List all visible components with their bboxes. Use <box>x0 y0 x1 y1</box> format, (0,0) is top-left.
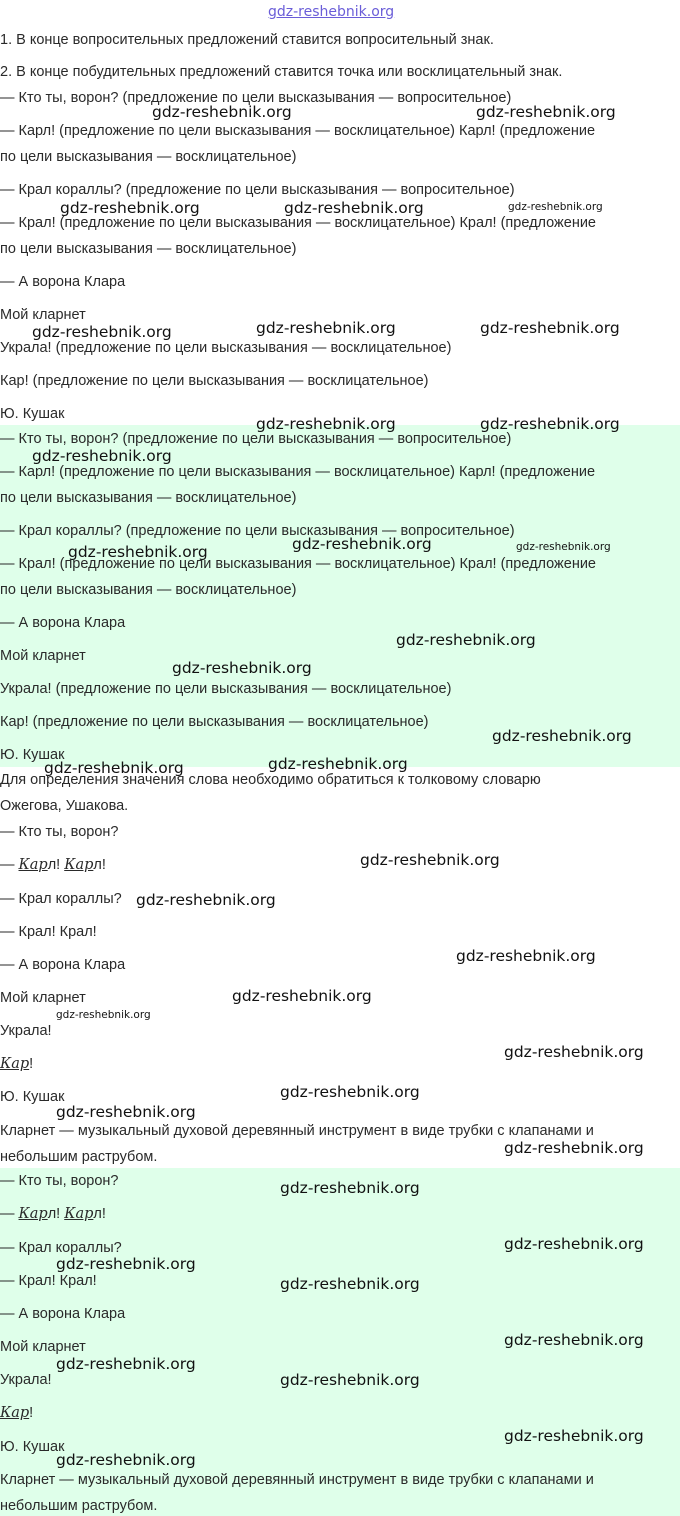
watermark: gdz-reshebnik.org <box>136 891 276 909</box>
poem-line: по цели высказывания — восклицательное) <box>0 149 297 165</box>
rule-1: 1. В конце вопросительных предложений ставится вопросительный знак. <box>0 32 494 48</box>
poem-line: по цели высказывания — восклицательное) <box>0 241 297 257</box>
watermark: gdz-reshebnik.org <box>280 1275 420 1293</box>
poem-line: — А ворона Клара <box>0 957 126 973</box>
poem-line: Кар! (предложение по цели высказывания — восклицательное) <box>0 373 429 389</box>
watermark: gdz-reshebnik.org <box>256 319 396 337</box>
poem-author: Ю. Кушак <box>0 1089 65 1105</box>
poem-line: — Крал! Крал! <box>0 924 97 940</box>
watermark: gdz-reshebnik.org <box>56 1355 196 1373</box>
poem-line <box>0 1403 33 1423</box>
poem-line: — Кто ты, ворон? <box>0 1173 119 1189</box>
poem-line: — Крал кораллы? <box>0 1240 122 1256</box>
watermark: gdz-reshebnik.org <box>480 319 620 337</box>
poem-author: Ю. Кушак <box>0 1439 65 1455</box>
watermark: gdz-reshebnik.org <box>152 103 292 121</box>
watermark: gdz-reshebnik.org <box>280 1179 420 1197</box>
watermark: gdz-reshebnik.org <box>32 447 172 465</box>
poem-line: Мой кларнет <box>0 990 86 1006</box>
clarinet-definition: Кларнет — музыкальный духовой деревянный инструмент в виде трубки с клапанами и <box>0 1123 594 1139</box>
watermark: gdz-reshebnik.org <box>172 659 312 677</box>
word-rest: л! <box>93 857 106 873</box>
word-rest: ! <box>29 1056 34 1072</box>
poem-line: по цели высказывания — восклицательное) <box>0 582 297 598</box>
dash: — <box>0 1206 19 1222</box>
poem-line: Кар! (предложение по цели высказывания — восклицательное) <box>0 714 429 730</box>
watermark: gdz-reshebnik.org <box>360 851 500 869</box>
watermark: gdz-reshebnik.org <box>232 987 372 1005</box>
word-rest: л! <box>93 1206 106 1222</box>
poem-line: — Крал кораллы? <box>0 891 122 907</box>
watermark: gdz-reshebnik.org <box>456 947 596 965</box>
poem-line: — Крал! (предложение по цели высказывания — восклицательное) Крал! (предложение <box>0 215 596 231</box>
poem-line: — А ворона Клара <box>0 615 126 631</box>
clarinet-definition: небольшим раструбом. <box>0 1149 158 1165</box>
poem-line: — А ворона Клара <box>0 274 126 290</box>
poem-line: — Кто ты, ворон? <box>0 824 119 840</box>
watermark: gdz-reshebnik.org <box>256 415 396 433</box>
watermark: gdz-reshebnik.org <box>292 535 432 553</box>
poem-line: Украла! <box>0 1372 52 1388</box>
highlighted-word: Кар <box>0 1056 30 1072</box>
watermark: gdz-reshebnik.org <box>504 1235 644 1253</box>
watermark: gdz-reshebnik.org <box>508 201 603 213</box>
watermark: gdz-reshebnik.org <box>504 1139 644 1157</box>
top-watermark-link[interactable]: gdz-reshebnik.org <box>268 4 395 20</box>
watermark: gdz-reshebnik.org <box>268 755 408 773</box>
poem-author: Ю. Кушак <box>0 747 65 763</box>
poem-line: Мой кларнет <box>0 1339 86 1355</box>
poem-line: Мой кларнет <box>0 307 86 323</box>
watermark: gdz-reshebnik.org <box>56 1103 196 1121</box>
dictionary-note: Ожегова, Ушакова. <box>0 798 129 814</box>
watermark: gdz-reshebnik.org <box>396 631 536 649</box>
watermark: gdz-reshebnik.org <box>504 1331 644 1349</box>
dash: — <box>0 857 19 873</box>
word-rest: ! <box>29 1405 34 1421</box>
poem-line: — А ворона Клара <box>0 1306 126 1322</box>
word-rest: л! <box>47 1206 65 1222</box>
highlighted-word: Кар <box>64 1206 94 1222</box>
poem-author: Ю. Кушак <box>0 406 65 422</box>
poem-line: — Крал! Крал! <box>0 1273 97 1289</box>
poem-line <box>0 1054 33 1074</box>
poem-line: Украла! (предложение по цели высказывания — восклицательное) <box>0 681 452 697</box>
watermark: gdz-reshebnik.org <box>56 1009 151 1021</box>
watermark: gdz-reshebnik.org <box>56 1451 196 1469</box>
poem-line: — Карл! (предложение по цели высказывания — восклицательное) Карл! (предложение <box>0 464 596 480</box>
clarinet-definition: Кларнет — музыкальный духовой деревянный инструмент в виде трубки с клапанами и <box>0 1472 594 1488</box>
watermark: gdz-reshebnik.org <box>476 103 616 121</box>
highlighted-word: Кар <box>0 1405 30 1421</box>
watermark: gdz-reshebnik.org <box>504 1043 644 1061</box>
poem-line: Украла! (предложение по цели высказывания — восклицательное) <box>0 340 452 356</box>
watermark: gdz-reshebnik.org <box>280 1083 420 1101</box>
watermark: gdz-reshebnik.org <box>60 199 200 217</box>
watermark: gdz-reshebnik.org <box>492 727 632 745</box>
watermark: gdz-reshebnik.org <box>44 759 184 777</box>
watermark: gdz-reshebnik.org <box>516 541 611 553</box>
poem-line: — Крал кораллы? (предложение по цели высказывания — вопросительное) <box>0 523 515 539</box>
watermark: gdz-reshebnik.org <box>68 543 208 561</box>
poem-line: Украла! <box>0 1023 52 1039</box>
watermark: gdz-reshebnik.org <box>280 1371 420 1389</box>
poem-line <box>0 855 106 875</box>
highlighted-word: Кар <box>18 857 48 873</box>
rule-2: 2. В конце побудительных предложений ставится точка или восклицательный знак. <box>0 64 563 80</box>
poem-line: Мой кларнет <box>0 648 86 664</box>
poem-line <box>0 1204 106 1224</box>
poem-line: — Крал кораллы? (предложение по цели высказывания — вопросительное) <box>0 182 515 198</box>
watermark: gdz-reshebnik.org <box>32 323 172 341</box>
poem-line: по цели высказывания — восклицательное) <box>0 490 297 506</box>
dictionary-note: Для определения значения слова необходимо обратиться к толковому словарю <box>0 772 541 788</box>
clarinet-definition: небольшим раструбом. <box>0 1498 158 1514</box>
highlighted-word: Кар <box>18 1206 48 1222</box>
poem-line: — Карл! (предложение по цели высказывания — восклицательное) Карл! (предложение <box>0 123 596 139</box>
watermark: gdz-reshebnik.org <box>284 199 424 217</box>
poem-line: — Кто ты, ворон? (предложение по цели высказывания — вопросительное) <box>0 431 512 447</box>
watermark: gdz-reshebnik.org <box>56 1255 196 1273</box>
word-rest: л! <box>47 857 65 873</box>
poem-line: — Крал! (предложение по цели высказывания — восклицательное) Крал! (предложение <box>0 556 596 572</box>
poem-line: — Кто ты, ворон? (предложение по цели высказывания — вопросительное) <box>0 90 512 106</box>
watermark: gdz-reshebnik.org <box>504 1427 644 1445</box>
watermark: gdz-reshebnik.org <box>480 415 620 433</box>
highlighted-word: Кар <box>64 857 94 873</box>
